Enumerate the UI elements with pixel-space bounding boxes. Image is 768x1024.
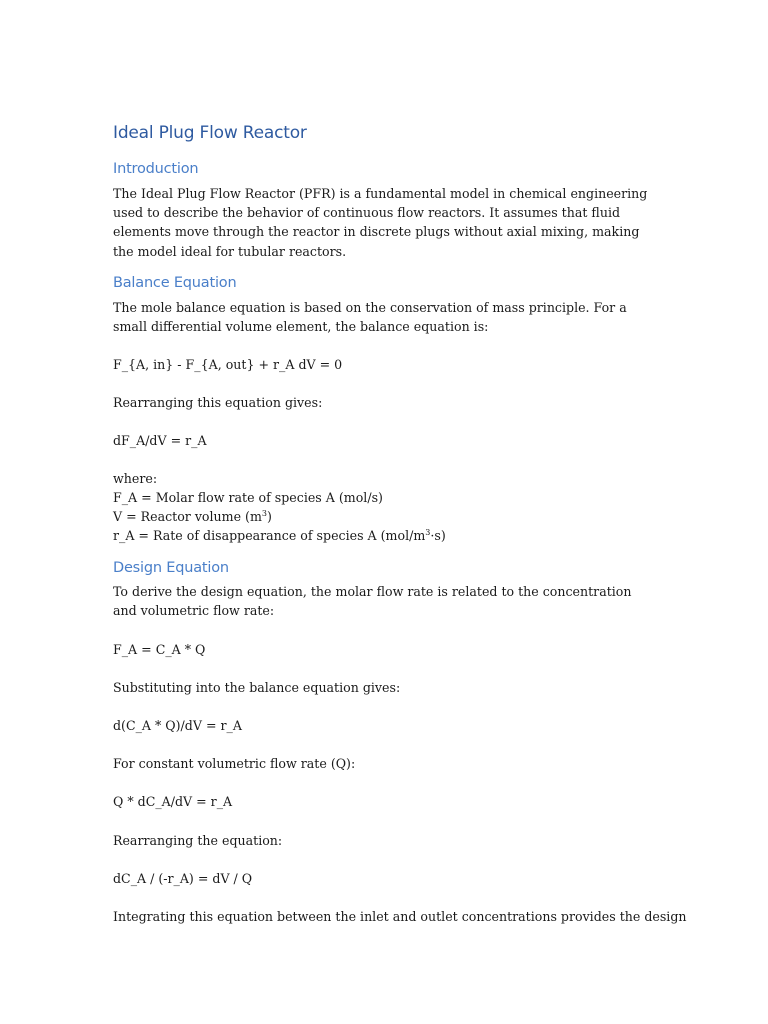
design-equation-4: dC_A / (-r_A) = dV / Q [113, 871, 253, 886]
design-equation-heading: Design Equation [113, 560, 229, 576]
balance-paragraph: The mole balance equation is based on the conservation of mass principle. For a small differential volume element, the balance equation is: [113, 300, 627, 335]
design-equation-2: d(C_A * Q)/dV = r_A [113, 718, 242, 733]
design-rearranging-text: Rearranging the equation: [113, 833, 283, 848]
introduction-heading: Introduction [113, 161, 199, 177]
design-equation-1: F_A = C_A * Q [113, 642, 206, 657]
constant-flow-text: For constant volumetric flow rate (Q): [113, 756, 356, 771]
definition-rate-of-disappearance: r_A = Rate of disappearance of species A $(mol/m^3\cdot s)$ [113, 528, 446, 543]
integrating-text: Integrating this equation between the inlet and outlet concentrations provides the design [113, 909, 687, 924]
balance-equation-2: dF_A/dV = r_A [113, 433, 207, 448]
introduction-paragraph: The Ideal Plug Flow Reactor (PFR) is a fundamental model in chemical engineering used to describe the behavior of continuous flow reactors. It assumes that fluid elements move through the reactor in discrete plugs without axial mixing, making the model ideal for tubular reactors. [113, 186, 648, 259]
document-title: Ideal Plug Flow Reactor [113, 123, 307, 143]
design-equation-3: Q * dC_A/dV = r_A [113, 794, 233, 809]
substituting-text: Substituting into the balance equation gives: [113, 680, 401, 695]
balance-rearranging-text: Rearranging this equation gives: [113, 395, 323, 410]
definition-reactor-volume: V = Reactor volume $(m^3)$ [113, 509, 272, 524]
design-paragraph: To derive the design equation, the molar flow rate is related to the concentration and volumetric flow rate: [113, 584, 632, 619]
balance-equation-1: F_{A, in} - F_{A, out} + r_A dV = 0 [113, 357, 343, 372]
where-label: where: [113, 471, 158, 486]
balance-equation-heading: Balance Equation [113, 275, 237, 291]
definition-molar-flow: F_A = Molar flow rate of species A (mol/s) [113, 490, 383, 505]
